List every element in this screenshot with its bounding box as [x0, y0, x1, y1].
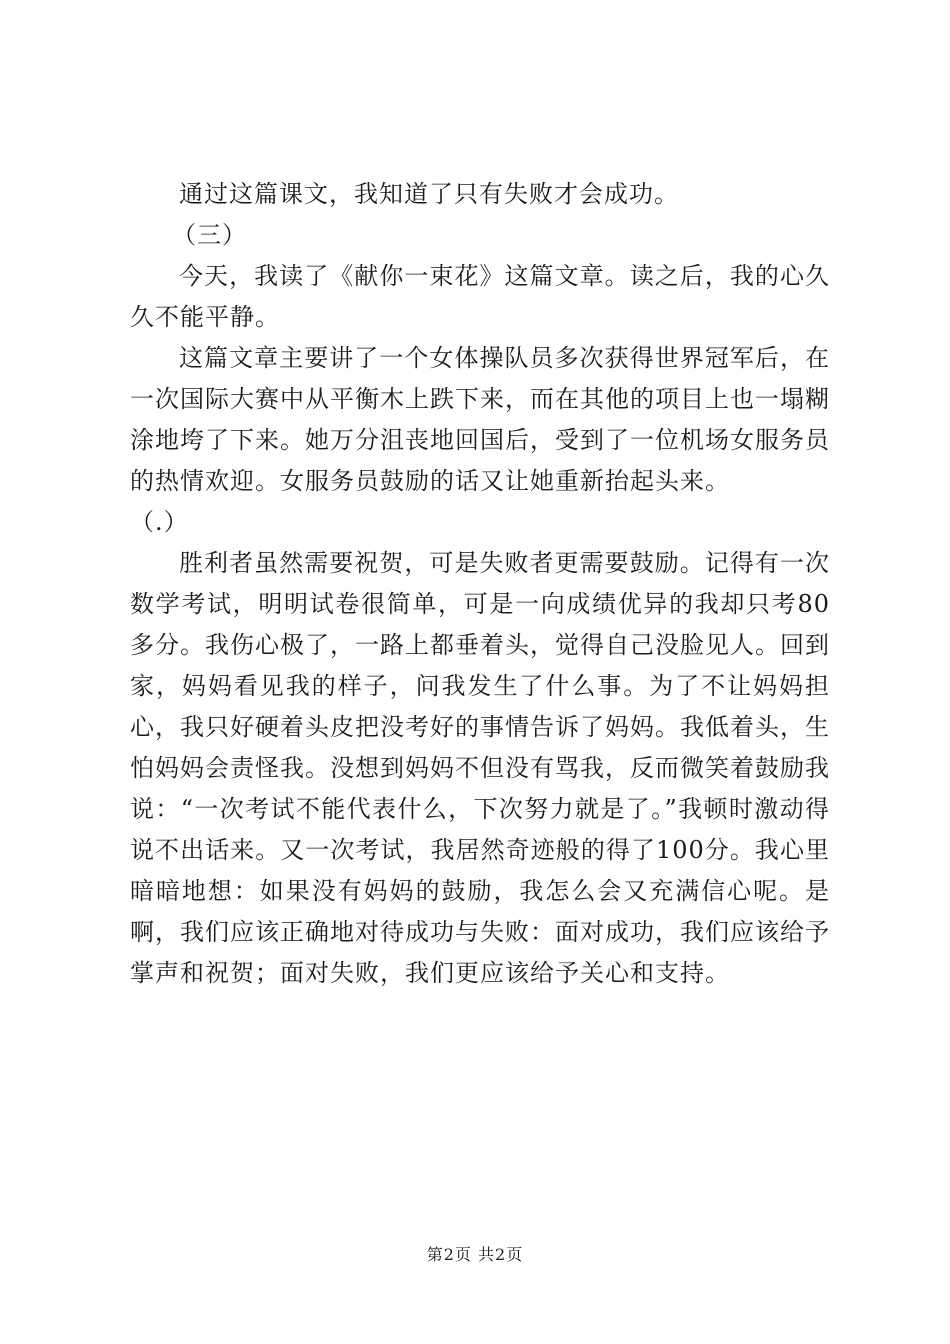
page-footer: 第2页 共2页 — [426, 1245, 524, 1264]
document-body — [130, 174, 830, 994]
section-heading-three: （三） — [172, 221, 247, 249]
paragraph-intro: 今天，我读了《献你一束花》这篇文章。读之后，我的心久久不能平静。 — [130, 262, 830, 331]
paragraph-reflection: 胜利者虽然需要祝贺，可是失败者更需要鼓励。记得有一次数学考试，明明试卷很简单，可是一向成绩优异的我却只考80多分。我伤心极了，一路上都垂着头，觉得自己没脸见人。回到家，妈妈看见我的样子，问我发生了什么事。为了不让妈妈担心，我只好硬着头皮把没考好的事情告诉了妈妈。我低着头，生怕妈妈会责怪我。没想到妈妈不但没有骂我，反而微笑着鼓励我说：“一次考试不能代表什么，下次努力就是了。”我顿时激动得说不出话来。又一次考试，我居然奇迹般的得了100分。我心里暗暗地想：如果没有妈妈的鼓励，我怎么会又充满信心呢。是啊，我们应该正确地对待成功与失败：面对成功，我们应该给予掌声和祝贺；面对失败，我们更应该给予关心和支持。 — [130, 549, 830, 987]
paragraph-conclusion: 通过这篇课文，我知道了只有失败才会成功。 — [179, 180, 679, 208]
paragraph-summary: 这篇文章主要讲了一个女体操队员多次获得世界冠军后，在一次国际大赛中从平衡木上跌下来，而在其他的项目上也一塌糊涂地垮了下来。她万分沮丧地回国后，受到了一位机场女服务员的热情欢迎。女服务员鼓励的话又让她重新抬起头来。 — [130, 344, 830, 495]
paragraph-marker: （.） — [130, 508, 189, 536]
